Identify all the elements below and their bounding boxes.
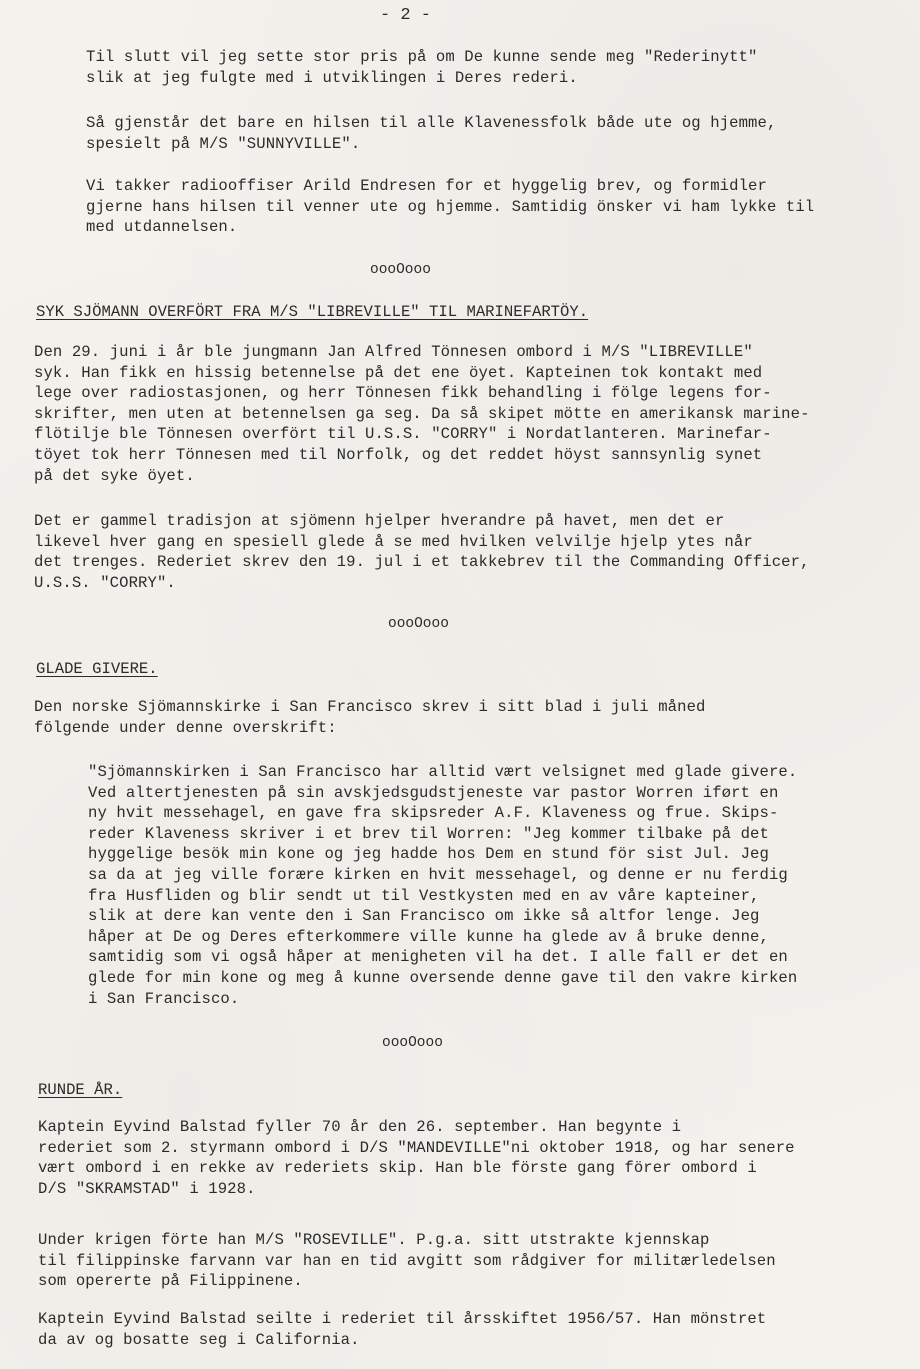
sick-seaman-paragraph-2: Det er gammel tradisjon at sjömenn hjelper hverandre på havet, men det er likevel hver gang en spesiell glede å se med hvilken velvilje hjelp ytes når det trenges. Rederiet skrev den 19. jul i et takkebrev til the Commanding Officer, U.S.S. "CORRY".: [34, 512, 810, 592]
separator-1: oooOooo: [370, 262, 431, 278]
sick-seaman-paragraph-1: Den 29. juni i år ble jungmann Jan Alfred Tönnesen ombord i M/S "LIBREVILLE" syk. Han fikk en hissig betennelse på det ene öyet. Kapteinen tok kontakt med lege over radiostasjonen, og herr Tönnesen fikk behandling i fölge legens for- skrifter, men uten at betennelsen ga seg. Da så skipet mötte en amerikansk marine- flötilje ble Tönnesen overfört til U.S.S. "CORRY" i Nordatlanteren. Marinefar- töyet tok herr Tönnesen med til Norfolk, og det reddet höyst sannsynlig synet på det syke öyet.: [34, 343, 810, 485]
round-years-paragraph-3: Kaptein Eyvind Balstad seilte i rederiet til årsskiftet 1956/57. Han mönstret da av og bosatte seg i California.: [38, 1310, 767, 1349]
intro-paragraph-3: Vi takker radiooffiser Arild Endresen for et hyggelig brev, og formidler gjerne hans hilsen til venner ute og hjemme. Samtidig önsker vi ham lykke til med utdannelsen.: [86, 177, 815, 237]
page-number: - 2 -: [380, 6, 432, 25]
intro-paragraph-2: Så gjenstår det bare en hilsen til alle Klavenessfolk både ute og hjemme, spesielt på M/S "SUNNYVILLE".: [86, 114, 777, 153]
section-heading-sick-seaman: SYK SJÖMANN OVERFÖRT FRA M/S "LIBREVILLE" TIL MARINEFARTÖY.: [36, 303, 589, 321]
glad-givers-quote: "Sjömannskirken i San Francisco har alltid vært velsignet med glade givere. Ved altertjenesten på sin avskjedsgudstjeneste var pastor Worren iført en ny hvit messehagel, en gave fra skipsreder A.F. Klaveness og frue. Skips- reder Klaveness skriver i et brev til Worren: "Jeg kommer tilbake på det hyggelige besök min kone og jeg hadde hos Dem en stund för sist Jul. Jeg sa da at jeg ville forære kirken en hvit messehagel, og denne er nu ferdig fra Husfliden og blir sendt ut til Vestkysten med en av våre kapteiner, slik at dere kan vente den i San Francisco om ikke så altfor lenge. Jeg håper at De og Deres efterkommere ville kunne ha glede av å bruke denne, samtidig som vi også håper at menigheten vil ha det. I alle fall er det en glede for min kone og meg å kunne oversende denne gave til den vakre kirken i San Francisco.: [88, 763, 798, 1008]
section-heading-glad-givers: GLADE GIVERE.: [36, 660, 158, 678]
glad-givers-paragraph-1: Den norske Sjömannskirke i San Francisco skrev i sitt blad i juli måned fölgende under denne overskrift:: [34, 698, 706, 737]
round-years-paragraph-1: Kaptein Eyvind Balstad fyller 70 år den 26. september. Han begynte i rederiet som 2. styrmann ombord i D/S "MANDEVILLE"ni oktober 1918, og har senere vært ombord i en rekke av rederiets skip. Han ble förste gang förer ombord i D/S "SKRAMSTAD" i 1928.: [38, 1118, 795, 1198]
separator-3: oooOooo: [382, 1035, 443, 1051]
section-heading-round-years: RUNDE ÅR.: [38, 1081, 123, 1099]
round-years-paragraph-2: Under krigen förte han M/S "ROSEVILLE". P.g.a. sitt utstrakte kjennskap til filippinske farvann var han en tid avgitt som rådgiver for militærledelsen som opererte på Filippinene.: [38, 1231, 776, 1291]
intro-paragraph-1: Til slutt vil jeg sette stor pris på om De kunne sende meg "Rederinytt" slik at jeg fulgte med i utviklingen i Deres rederi.: [86, 48, 758, 87]
separator-2: oooOooo: [388, 616, 449, 632]
